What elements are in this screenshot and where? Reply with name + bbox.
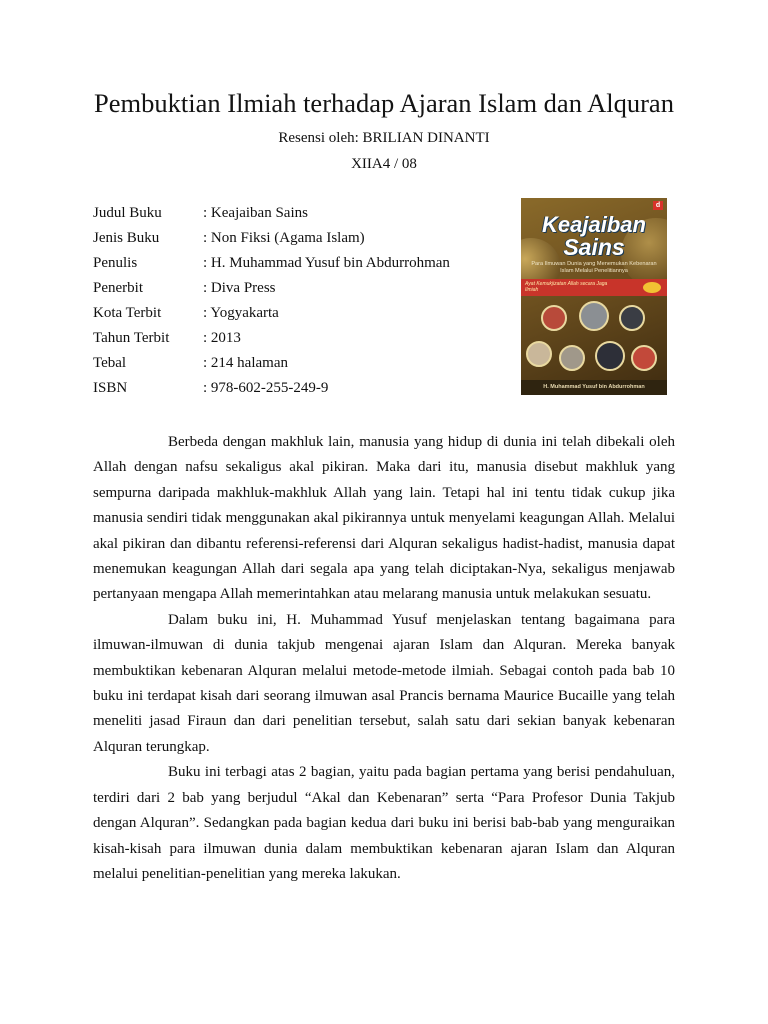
review-body bbox=[93, 430, 675, 887]
portrait-photo bbox=[619, 305, 645, 331]
book-info-table bbox=[93, 203, 450, 403]
cover-band-text: Ayat Kemukjizatan Allah secara Jaga Ilmiah bbox=[525, 281, 608, 293]
badge-icon bbox=[643, 282, 661, 293]
info-label: Penulis bbox=[93, 255, 138, 271]
info-row bbox=[93, 303, 450, 328]
info-row bbox=[93, 278, 450, 303]
info-row bbox=[93, 378, 450, 403]
portrait-photo bbox=[631, 345, 657, 371]
portrait-photo bbox=[541, 305, 567, 331]
portrait-photo bbox=[526, 341, 552, 367]
reviewer-byline: Resensi oleh: BRILIAN DINANTI bbox=[278, 130, 490, 146]
info-row bbox=[93, 228, 450, 253]
cover-title-line2: Sains bbox=[563, 234, 625, 260]
info-value: : Yogyakarta bbox=[203, 305, 279, 321]
info-value: : H. Muhammad Yusuf bin Abdurrohman bbox=[203, 255, 450, 271]
book-cover-image bbox=[521, 198, 667, 395]
info-value: : 2013 bbox=[203, 330, 241, 346]
class-info: XIIA4 / 08 bbox=[351, 156, 417, 172]
info-label: Tebal bbox=[93, 355, 127, 371]
cover-red-band bbox=[521, 279, 667, 296]
info-label: Kota Terbit bbox=[93, 305, 162, 321]
info-row bbox=[93, 353, 450, 378]
cover-title-line1: Keajaiban bbox=[542, 212, 646, 237]
portrait-photo bbox=[595, 341, 625, 371]
info-value: : Diva Press bbox=[203, 280, 276, 296]
paragraph: Dalam buku ini, H. Muhammad Yusuf menjelaskan tentang bagaimana para ilmuwan-ilmuwan di dunia takjub mengenai ajaran Islam dan Alquran. Mereka banyak membuktikan kebenaran Alquran melalui metode-metode ilmiah. Sebagai contoh pada bab 10 buku ini terdapat kisah dari seorang ilmuwan asal Prancis bernama Maurice Bucaille yang telah meneliti jasad Firaun dan dari penelitian tersebut, salah satu dari sekian banyak kebenaran Alquran terungkap. bbox=[93, 611, 675, 755]
info-label: Jenis Buku bbox=[93, 230, 160, 246]
cover-subtitle: Para Ilmuwan Dunia yang Menemukan Kebenaran Islam Melalui Penelitiannya bbox=[531, 261, 657, 274]
cover-author: H. Muhammad Yusuf bin Abdurrohman bbox=[521, 380, 667, 395]
info-value: : 978-602-255-249-9 bbox=[203, 380, 329, 396]
info-label: Penerbit bbox=[93, 280, 143, 296]
info-value: : 214 halaman bbox=[203, 355, 288, 371]
info-row bbox=[93, 328, 450, 353]
info-label: Judul Buku bbox=[93, 205, 162, 221]
paragraph: Buku ini terbagi atas 2 bagian, yaitu pada bagian pertama yang berisi pendahuluan, terdiri dari 2 bab yang berjudul “Akal dan Kebenaran” serta “Para Profesor Dunia Takjub dengan Alquran”. Sedangkan pada bagian kedua dari buku ini berisi bab-bab yang menguraikan kisah-kisah para ilmuwan dunia dalam membuktikan kebenaran ajaran Islam dan Alquran melalui penelitian-penelitian yang mereka lakukan. bbox=[93, 764, 675, 882]
info-label: Tahun Terbit bbox=[93, 330, 170, 346]
info-row bbox=[93, 203, 450, 228]
portrait-photo bbox=[559, 345, 585, 371]
info-value: : Keajaiban Sains bbox=[203, 205, 308, 221]
publisher-logo-icon: d bbox=[653, 201, 663, 210]
info-label: ISBN bbox=[93, 380, 128, 396]
page-title: Pembuktian Ilmiah terhadap Ajaran Islam dan Alquran bbox=[94, 88, 674, 118]
info-row bbox=[93, 253, 450, 278]
paragraph: Berbeda dengan makhluk lain, manusia yang hidup di dunia ini telah dibekali oleh Allah dengan nafsu sekaligus akal pikiran. Maka dari itu, manusia disebut makhluk yang sempurna daripada makhluk-makhluk Allah yang lain. Tetapi hal ini tentu tidak cukup jika manusia sendiri tidak menggunakan akal pikirannya untuk menyelami keagungan Allah. Melalui akal pikiran dan dibantu referensi-referensi dari Alquran sekaligus hadist-hadist, manusia dapat menemukan keagungan Allah dari segala apa yang telah diciptakan-Nya, sekaligus menjawab pertanyaan mengapa Allah memerintahkan atau melarang manusia untuk melakukan sesuatu. bbox=[93, 434, 675, 603]
info-value: : Non Fiksi (Agama Islam) bbox=[203, 230, 365, 246]
portrait-photo bbox=[579, 301, 609, 331]
